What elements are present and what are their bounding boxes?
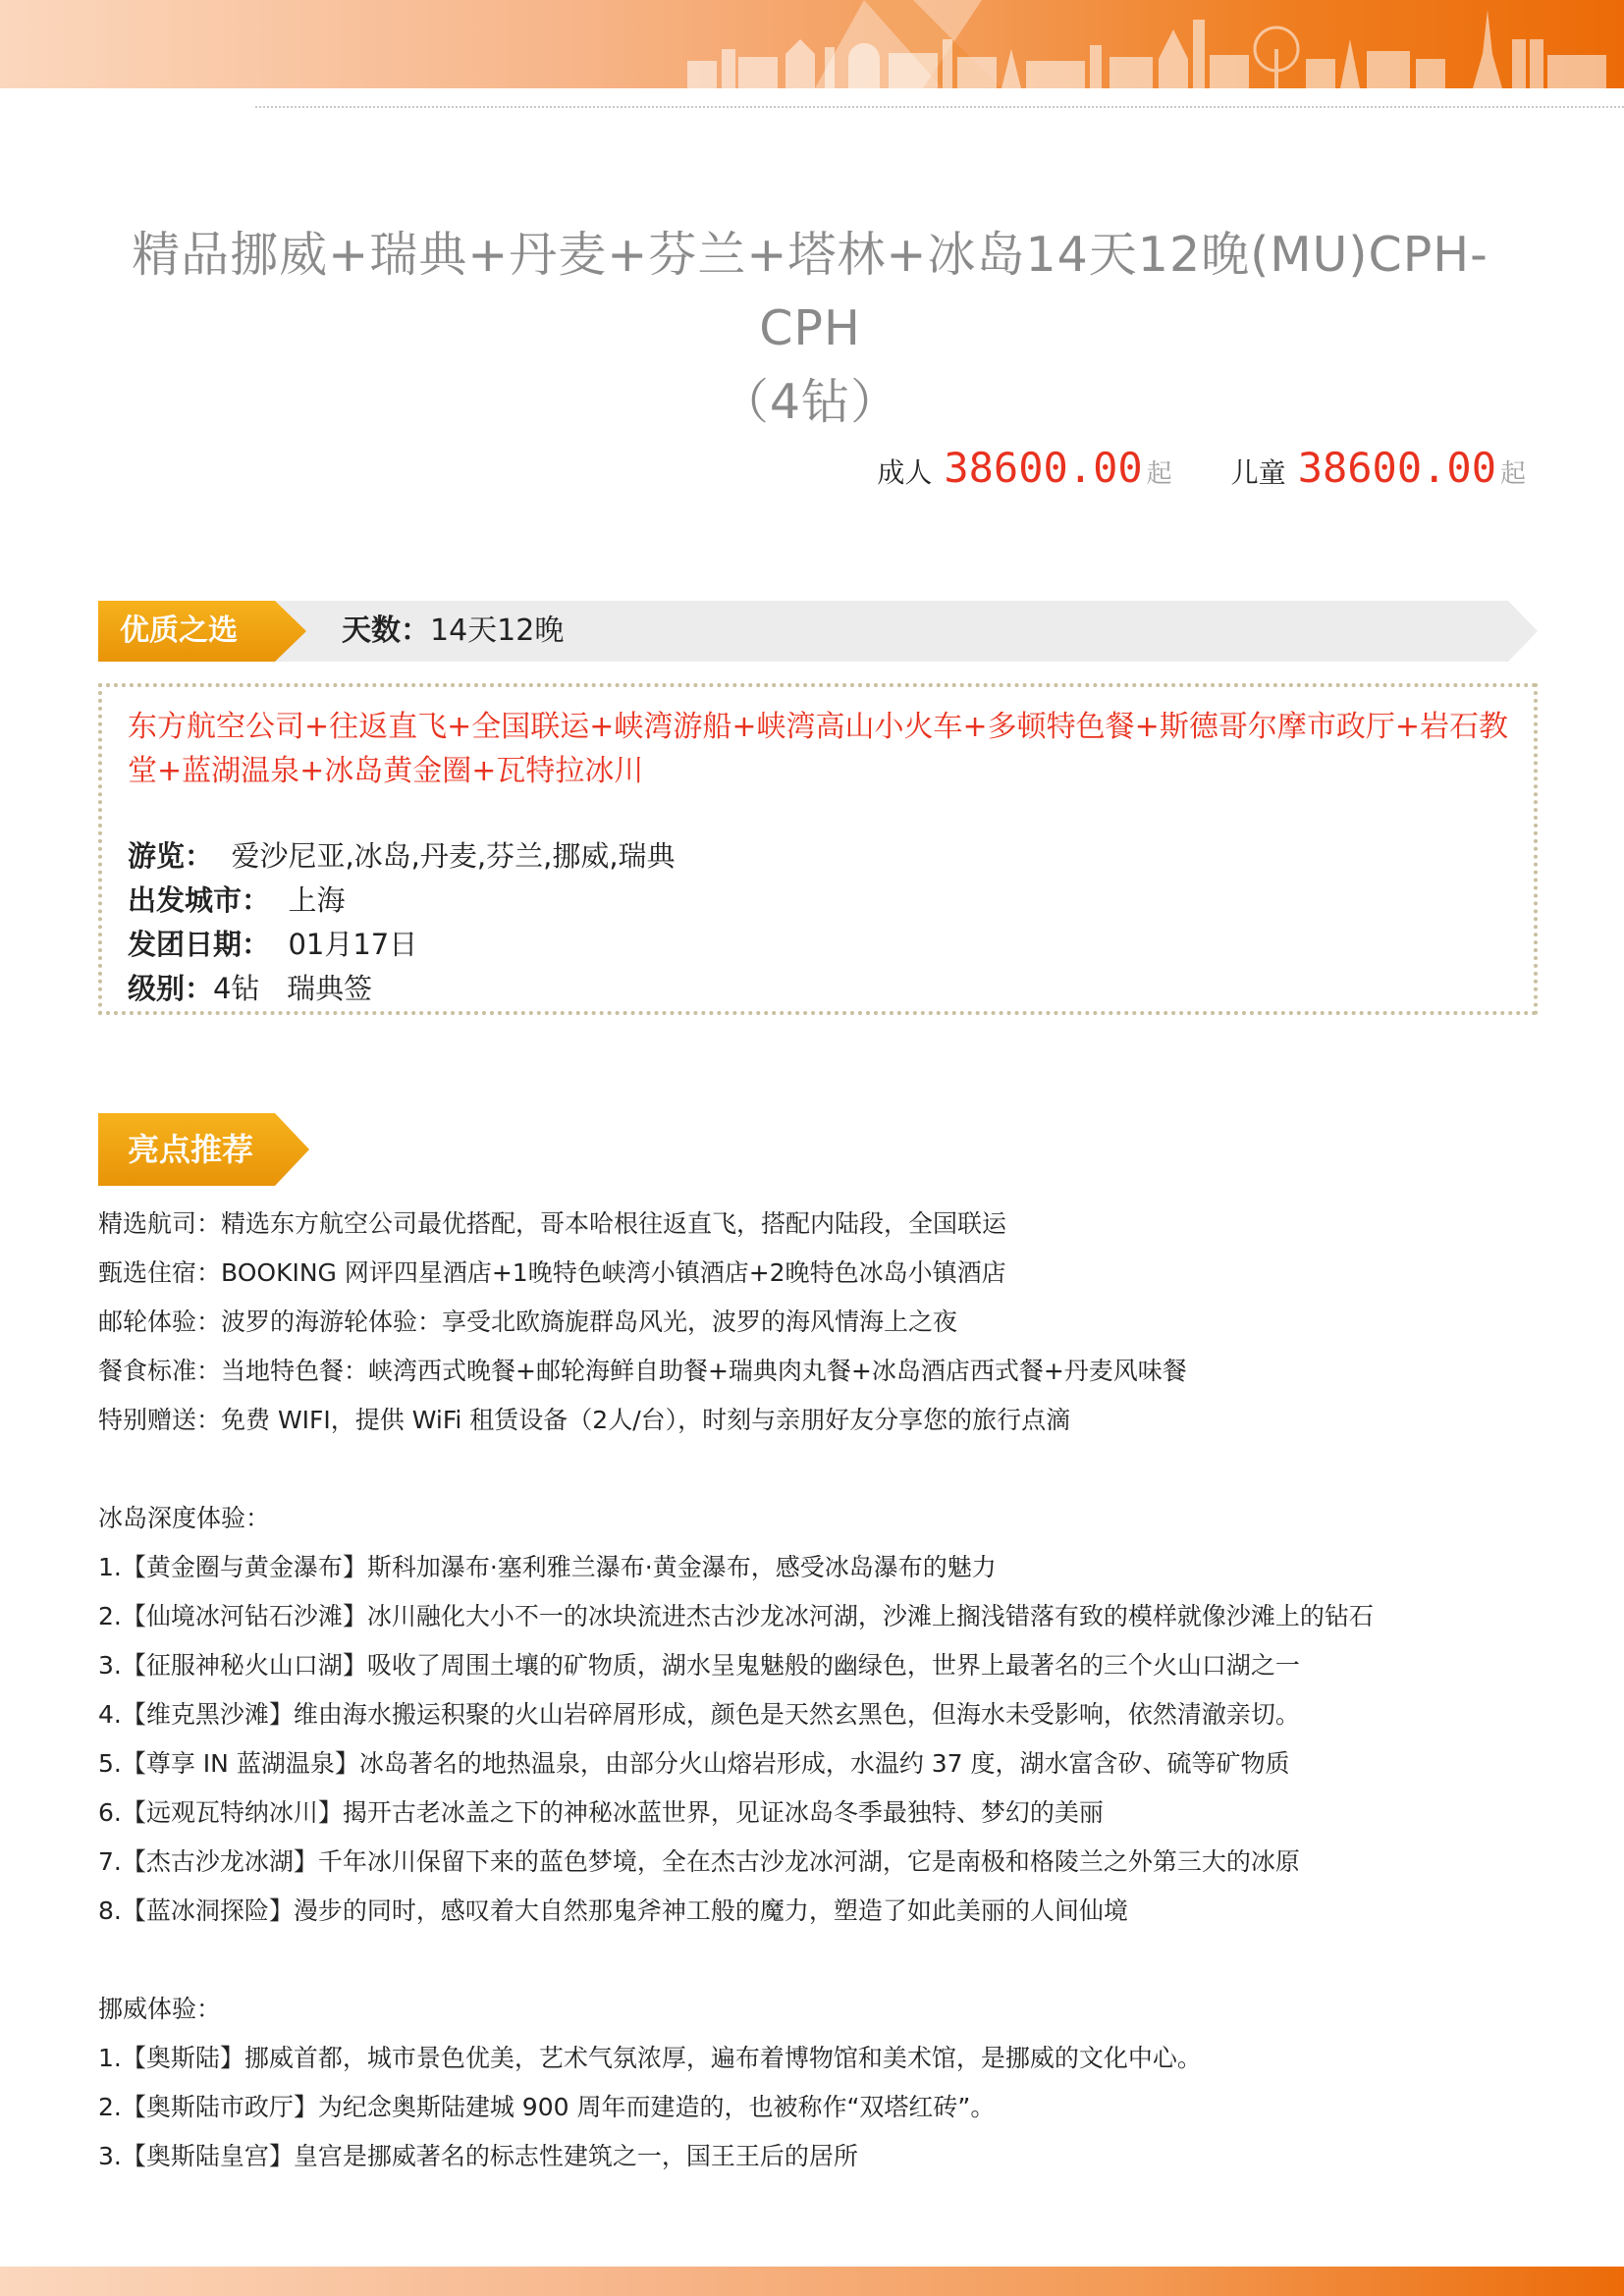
product-info-box <box>98 683 1538 1015</box>
days-bar <box>98 601 1538 662</box>
title-line-2: （4钻） <box>720 374 900 430</box>
highlight-item: 餐食标准：当地特色餐：峡湾西式晚餐+邮轮海鲜自助餐+瑞典肉丸餐+冰岛酒店西式餐+丹麦风味餐 <box>98 1357 1187 1385</box>
visa-value: 瑞典签 <box>287 972 373 1005</box>
price-row <box>877 444 1526 492</box>
title-line-1: 精品挪威+瑞典+丹麦+芬兰+塔林+冰岛14天12晚(MU)CPH-CPH <box>132 227 1489 356</box>
tour-value: 爱沙尼亚,冰岛,丹麦,芬兰,挪威,瑞典 <box>231 839 676 873</box>
adult-price-amount: 38600.00 <box>944 444 1143 492</box>
iceland-item: 5.【尊享 IN 蓝湖温泉】冰岛著名的地热温泉，由部分火山熔岩形成，水温约 37 度，湖水富含矽、硫等矿物质 <box>98 1749 1290 1778</box>
child-price-label: 儿童 <box>1230 456 1286 489</box>
footer-banner <box>0 2267 1624 2296</box>
city-label: 出发城市： <box>128 883 271 917</box>
level-label: 级别： <box>128 972 214 1005</box>
child-price-amount: 38600.00 <box>1297 444 1496 492</box>
adult-price-label: 成人 <box>877 456 933 489</box>
highlights-badge-label: 亮点推荐 <box>128 1131 254 1168</box>
iceland-item: 3.【征服神秘火山口湖】吸收了周围土壤的矿物质，湖水呈鬼魅般的幽绿色，世界上最著名的三个火山口湖之一 <box>98 1651 1300 1680</box>
city-row <box>128 879 676 923</box>
date-value: 01月17日 <box>288 928 418 961</box>
highlight-item: 精选航司：精选东方航空公司最优搭配，哥本哈根往返直飞，搭配内陆段，全国联运 <box>98 1209 1007 1238</box>
tour-row <box>128 834 676 879</box>
adult-price-suffix: 起 <box>1146 459 1172 489</box>
highlight-item: 特别赠送：免费 WIFI，提供 WiFi 租赁设备（2人/台），时刻与亲朋好友分享您的旅行点滴 <box>98 1406 1071 1434</box>
child-price-suffix: 起 <box>1499 459 1526 489</box>
quality-badge: 优质之选 <box>120 614 238 648</box>
highlights-list <box>98 1200 1374 2181</box>
iceland-item: 1.【黄金圈与黄金瀑布】斯科加瀑布·塞利雅兰瀑布·黄金瀑布，感受冰岛瀑布的魅力 <box>98 1553 997 1581</box>
iceland-item: 4.【维克黑沙滩】维由海水搬运积聚的火山岩碎屑形成，颜色是天然玄黑色，但海水未受影响，依然清澈亲切。 <box>98 1700 1300 1729</box>
norway-item: 3.【奥斯陆皇宫】皇宫是挪威著名的标志性建筑之一，国王王后的居所 <box>98 2142 858 2170</box>
norway-item: 2.【奥斯陆市政厅】为纪念奥斯陆建城 900 周年而建造的，也被称作“双塔红砖”。 <box>98 2093 996 2121</box>
iceland-section-title: 冰岛深度体验： <box>98 1504 271 1532</box>
spacer <box>98 1445 1374 1494</box>
city-skyline-icon <box>0 0 1624 88</box>
iceland-item: 2.【仙境冰河钻石沙滩】冰川融化大小不一的冰块流进杰古沙龙冰河湖，沙滩上搁浅错落有致的模样就像沙滩上的钻石 <box>98 1602 1374 1630</box>
header-divider <box>255 106 1624 108</box>
date-label: 发团日期： <box>128 928 271 961</box>
days-label: 天数： <box>342 614 430 648</box>
days-value: 14天12晚 <box>430 614 565 648</box>
highlight-item: 甄选住宿：BOOKING 网评四星酒店+1晚特色峡湾小镇酒店+2晚特色冰岛小镇酒店 <box>98 1258 1006 1287</box>
iceland-item: 6.【远观瓦特纳冰川】揭开古老冰盖之下的神秘冰蓝世界，见证冰岛冬季最独特、梦幻的美丽 <box>98 1798 1104 1827</box>
level-row <box>128 967 676 1011</box>
page-title <box>88 218 1532 439</box>
date-row <box>128 923 676 967</box>
norway-section-title: 挪威体验： <box>98 1995 222 2023</box>
days-info <box>342 601 564 662</box>
highlights-badge <box>98 1113 314 1186</box>
feature-summary: 东方航空公司+往返直飞+全国联运+峡湾游船+峡湾高山小火车+多顿特色餐+斯德哥尔摩市政厅+岩石教堂+蓝湖温泉+冰岛黄金圈+瓦特拉冰川 <box>128 710 1508 788</box>
spacer <box>98 1936 1374 1985</box>
level-value: 4钻 <box>213 972 260 1005</box>
tour-label: 游览： <box>128 839 214 873</box>
norway-item: 1.【奥斯陆】挪威首都，城市景色优美，艺术气氛浓厚，遍布着博物馆和美术馆，是挪威的文化中心。 <box>98 2044 1202 2072</box>
city-value: 上海 <box>288 883 346 917</box>
iceland-item: 7.【杰古沙龙冰湖】千年冰川保留下来的蓝色梦境，全在杰古沙龙冰河湖，它是南极和格陵兰之外第三大的冰原 <box>98 1847 1300 1876</box>
iceland-item: 8.【蓝冰洞探险】漫步的同时，感叹着大自然那鬼斧神工般的魔力，塑造了如此美丽的人间仙境 <box>98 1896 1128 1925</box>
info-rows <box>128 834 676 1011</box>
highlight-item: 邮轮体验：波罗的海游轮体验：享受北欧旖旎群岛风光，波罗的海风情海上之夜 <box>98 1308 958 1336</box>
